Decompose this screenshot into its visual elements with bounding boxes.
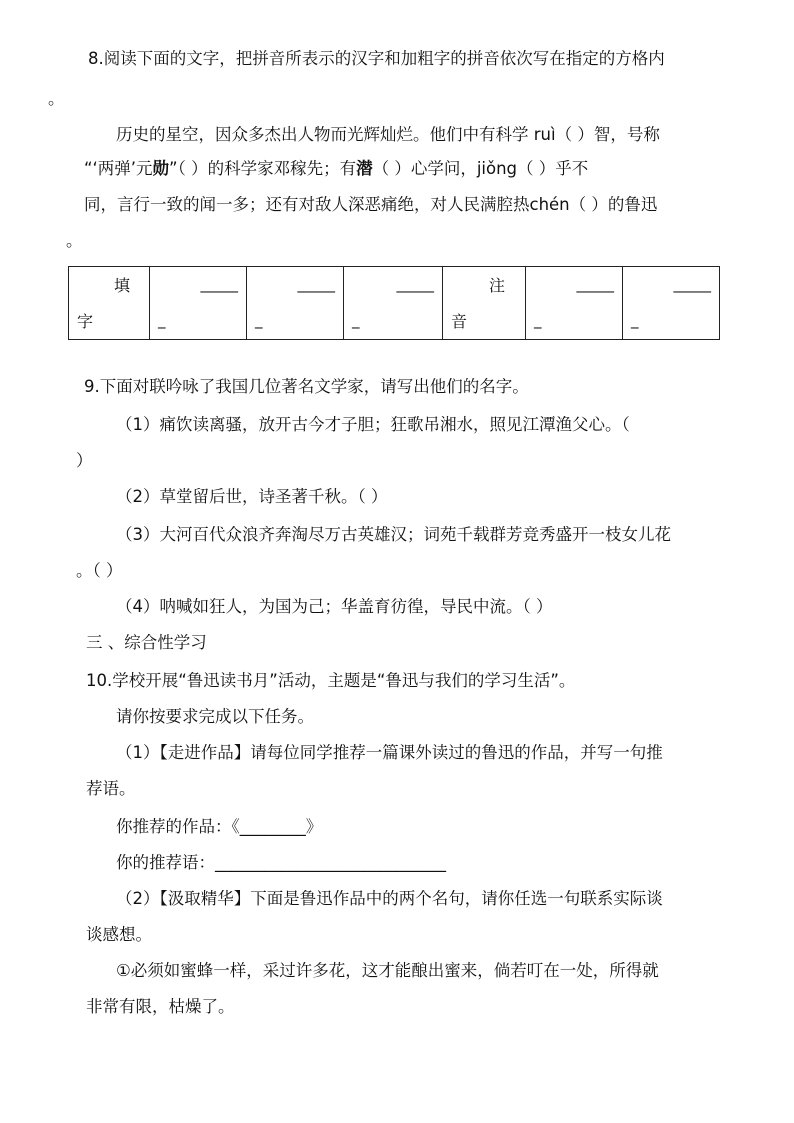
q9-item-2: （2）草堂留后世，诗圣著千秋。（ ） <box>116 487 388 506</box>
q9-title: 9.下面对联吟咏了我国几位著名文学家，请写出他们的名字。 <box>84 377 529 396</box>
answer-cell[interactable] <box>344 267 443 340</box>
q10-task-1: （1）【走进作品】请每位同学推荐一篇课外读过的鲁迅的作品，并写一句推 <box>116 743 663 762</box>
answer-cell[interactable] <box>623 267 720 340</box>
fill-label-cell <box>69 267 150 340</box>
answer-cell[interactable] <box>526 267 623 340</box>
blank-line: _____ <box>200 275 238 293</box>
q10-task-1-cont: 荐语。 <box>86 779 136 798</box>
quote-1-cont: 非常有限，枯燥了。 <box>86 997 235 1016</box>
q8-passage-seg: ”（ ）的科学家邓稼先；有 <box>169 159 357 178</box>
note-label-bottom: 音 <box>451 312 468 331</box>
q10-task-2-cont: 谈感想。 <box>86 925 152 944</box>
q10-task-2: （2）【汲取精华】下面是鲁迅作品中的两个名句，请你任选一句联系实际谈 <box>116 889 663 908</box>
q9-item-3: （3）大河百代众浪齐奔淘尽万古英雄汉；词苑千载群芳竞秀盛开一枝女儿花 <box>116 525 671 544</box>
q8-passage-line1: 历史的星空，因众多杰出人物而光辉灿烂。他们中有科学 ruì（ ）智，号称 <box>116 125 660 144</box>
blank-line: _ <box>352 311 360 329</box>
q8-bold-char: 潜 <box>356 159 373 178</box>
note-label-cell <box>443 267 526 340</box>
quote-1: ①必须如蜜蜂一样，采过许多花，这才能酿出蜜来，倘若叮在一处，所得就 <box>116 961 659 980</box>
q8-bold-char: 勋 <box>152 159 170 178</box>
blank-line: _ <box>534 311 542 329</box>
q8-title: 8.阅读下面的文字，把拼音所表示的汉字和加粗字的拼音依次写在指定的方格内 <box>88 49 665 68</box>
q10-title: 10.学校开展“鲁迅读书月”活动，主题是“鲁迅与我们的学习生活”。 <box>86 671 576 690</box>
q8-passage-line2 <box>84 158 588 180</box>
q8-passage-line4: 。 <box>66 231 83 250</box>
q9-item-4: （4）呐喊如狂人，为国为己；华盖育彷徨，导民中流。（ ） <box>116 597 553 616</box>
blank-line: _ <box>158 311 166 329</box>
blank-line: _____ <box>396 275 434 293</box>
blank-line: _____ <box>673 275 711 293</box>
q9-item-1-cont: ） <box>76 451 93 470</box>
answer-grid <box>68 266 720 340</box>
blank-line: _____ <box>576 275 614 293</box>
fill-label-bottom: 字 <box>77 312 94 331</box>
section-heading: 三 、综合性学习 <box>86 633 207 652</box>
recommendation-field[interactable]: 你的推荐语：____________________________ <box>116 853 446 872</box>
fill-label-top: 填 <box>113 276 130 295</box>
q8-passage-seg: （ ）心学问，jiǒng（ ）乎不 <box>372 159 589 178</box>
q8-passage-line3: 同，言行一致的闻一多；还有对敌人深恶痛绝，对人民满腔热chén（ ）的鲁迅 <box>84 195 658 214</box>
q8-passage-seg: “‘两弹’元 <box>84 159 153 178</box>
q8-title-cont: 。 <box>48 89 65 108</box>
q10-intro: 请你按要求完成以下任务。 <box>116 707 314 726</box>
answer-cell[interactable] <box>150 267 247 340</box>
note-label-top: 注 <box>488 276 505 295</box>
blank-line: _ <box>255 311 263 329</box>
q9-item-3-cont: 。（ ） <box>76 561 123 580</box>
recommended-work-field[interactable]: 你推荐的作品：《________》 <box>116 817 323 836</box>
blank-line: _____ <box>297 275 335 293</box>
answer-cell[interactable] <box>247 267 344 340</box>
q9-item-1: （1）痛饮读离骚，放开古今才子胆；狂歌吊湘水，照见江潭渔父心。（ <box>116 415 630 434</box>
blank-line: _ <box>631 311 639 329</box>
